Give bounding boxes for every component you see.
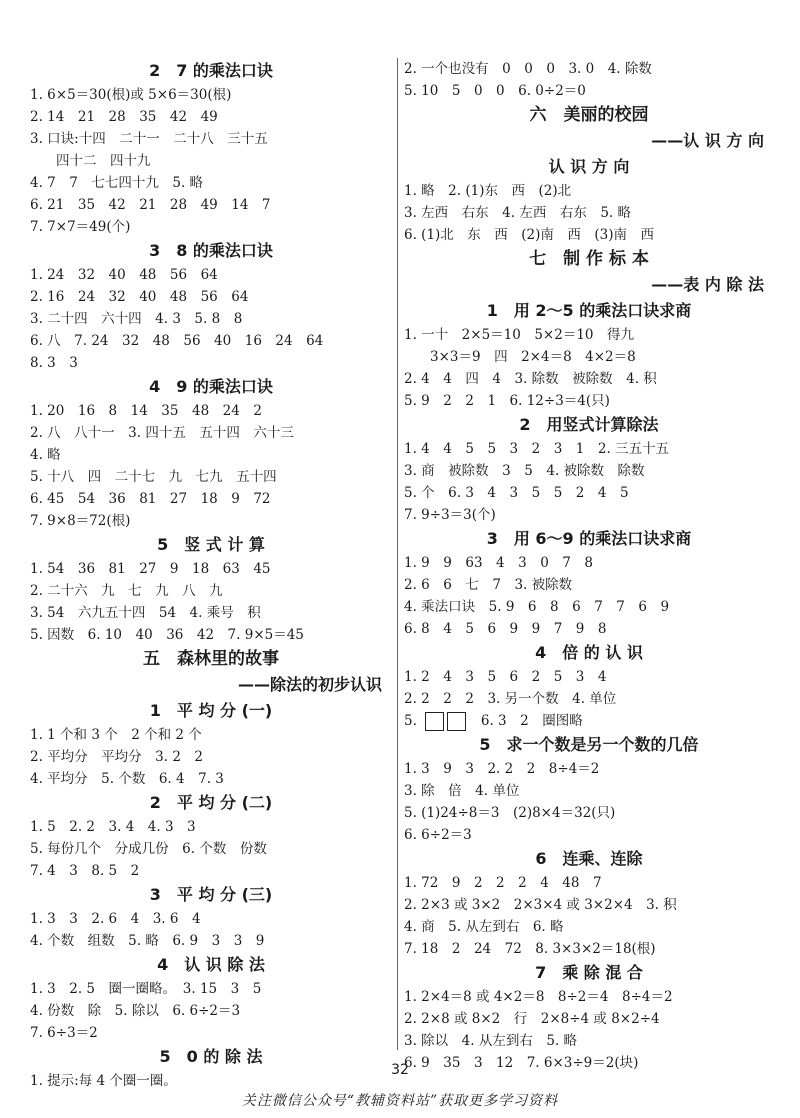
answer-line [404, 710, 774, 732]
answer-line: 5. 十八 四 二十七 九 七九 五十四 [30, 469, 277, 485]
answer-line: 5. 个 6. 3 4 3 5 5 2 4 5 [404, 485, 629, 501]
answer-line: 6. (1)北 东 西 (2)南 西 (3)南 西 [404, 227, 655, 243]
answer-line: 6. 6÷2＝3 [404, 827, 472, 843]
answer-line: 2. 2 2 2 3. 另一个数 4. 单位 [404, 691, 617, 707]
answer-line: 4. 平均分 5. 个数 6. 4 7. 3 [30, 771, 224, 787]
left-column [30, 58, 392, 1092]
answer-line: 1. 20 16 8 14 35 48 24 2 [30, 403, 262, 419]
answer-line: 6. 9 35 3 12 7. 6×3÷9＝2(块) [404, 1055, 639, 1071]
unit-title: 五 森林里的故事 [143, 649, 279, 669]
answer-line: 1. 24 32 40 48 56 64 [30, 267, 218, 283]
answer-line: 1. 3 9 3 2. 2 2 8÷4＝2 [404, 761, 600, 777]
answer-line: 1. 2×4＝8 或 4×2＝8 8÷2＝4 8÷4＝2 [404, 989, 673, 1005]
answer-line: 1. 54 36 81 27 9 18 63 45 [30, 561, 271, 577]
answer-line: 1. 2 4 3 5 6 2 5 3 4 [404, 669, 607, 685]
footer-note: 关注微信公众号“教辅资料站”获取更多学习资料 [241, 1093, 559, 1109]
answer-line: 5. (1)24÷8＝3 (2)8×4＝32(只) [404, 805, 616, 821]
section-heading: 3 平 均 分 (三) [149, 885, 273, 904]
section-heading: 1 用 2～5 的乘法口诀求商 [486, 301, 692, 320]
answer-line: 2. 一个也没有 0 0 0 3. 0 4. 除数 [404, 61, 652, 77]
section-heading: 3 8 的乘法口诀 [149, 241, 273, 260]
answer-line: 1. 5 2. 2 3. 4 4. 3 3 [30, 819, 196, 835]
answer-line: 7. 7×7＝49(个) [30, 219, 131, 235]
answer-line: 4. 略 [30, 447, 61, 463]
answer-line: 1. 4 4 5 5 3 2 3 1 2. 三五十五 [404, 441, 670, 457]
section-heading: 2 7 的乘法口诀 [149, 61, 273, 80]
answer-line: 1. 1 个和 3 个 2 个和 2 个 [30, 727, 202, 743]
unit-subtitle: ——表 内 除 法 [651, 275, 764, 294]
answer-line: 6. 21 35 42 21 28 49 14 7 [30, 197, 271, 213]
answer-line: 1. 9 9 63 4 3 0 7 8 [404, 555, 593, 571]
section-heading: 2 用竖式计算除法 [519, 415, 659, 434]
answer-line: 2. 2×8 或 8×2 行 2×8÷4 或 8×2÷4 [404, 1011, 660, 1027]
section-heading: 5 求一个数是另一个数的几倍 [479, 735, 699, 754]
unit-subtitle: ——除法的初步认识 [237, 675, 382, 694]
unit-title: 六 美丽的校园 [529, 105, 649, 125]
blank-box-icon [425, 712, 444, 731]
answer-line: 3. 二十四 六十四 4. 3 5. 8 8 [30, 311, 243, 327]
answer-line: 4. 7 7 七七四十九 5. 略 [30, 175, 204, 191]
answer-text: 6. 3 2 圈图略 [480, 713, 583, 729]
answer-line: 7. 9÷3＝3(个) [404, 507, 496, 523]
answer-line: 4. 个数 组数 5. 略 6. 9 3 3 9 [30, 933, 265, 949]
answer-line: 6. 8 4 5 6 9 9 7 9 8 [404, 621, 607, 637]
answer-line: 1. 提示:每 4 个圈一圈。 [30, 1073, 177, 1089]
section-heading: 1 平 均 分 (一) [149, 701, 273, 720]
answer-line: 3. 除以 4. 从左到右 5. 略 [404, 1033, 578, 1049]
section-heading: 5 竖 式 计 算 [157, 535, 265, 554]
answer-line: 6. 八 7. 24 32 48 56 40 16 24 64 [30, 333, 324, 349]
answer-line: 四十二 四十九 [56, 153, 151, 169]
answer-line: 5. 因数 6. 10 40 36 42 7. 9×5＝45 [30, 627, 304, 643]
section-heading: 3 用 6～9 的乘法口诀求商 [486, 529, 692, 548]
answer-line: 1. 3 3 2. 6 4 3. 6 4 [30, 911, 201, 927]
unit-subtitle: ——认 识 方 向 [651, 131, 764, 150]
answer-line: 2. 平均分 平均分 3. 2 2 [30, 749, 204, 765]
answer-line: 3×3＝9 四 2×4＝8 4×2＝8 [430, 349, 636, 365]
answer-line: 8. 3 3 [30, 355, 78, 371]
answer-line: 2. 14 21 28 35 42 49 [30, 109, 218, 125]
answer-line: 2. 6 6 七 7 3. 被除数 [404, 577, 573, 593]
answer-line: 3. 左西 右东 4. 左西 右东 5. 略 [404, 205, 632, 221]
answer-line: 1. 72 9 2 2 2 4 48 7 [404, 875, 602, 891]
answer-line: 3. 口诀:十四 二十一 二十八 三十五 [30, 131, 268, 147]
answer-line: 7. 9×8＝72(根) [30, 513, 131, 529]
answer-line: 1. 略 2. (1)东 西 (2)北 [404, 183, 572, 199]
answer-line: 5. 10 5 0 0 6. 0÷2＝0 [404, 83, 586, 99]
section-heading: 2 平 均 分 (二) [149, 793, 273, 812]
right-column [404, 58, 774, 1074]
answer-line: 2. 八 八十一 3. 四十五 五十四 六十三 [30, 425, 294, 441]
answer-line: 2. 2×3 或 3×2 2×3×4 或 3×2×4 3. 积 [404, 897, 677, 913]
blank-box-icon [447, 712, 466, 731]
answer-prefix: 5. [404, 713, 417, 729]
answer-line: 7. 6÷3＝2 [30, 1025, 98, 1041]
answer-line: 2. 二十六 九 七 九 八 九 [30, 583, 223, 599]
answer-line: 3. 商 被除数 3 5 4. 被除数 除数 [404, 463, 645, 479]
answer-line: 2. 16 24 32 40 48 56 64 [30, 289, 249, 305]
answer-line: 6. 45 54 36 81 27 18 9 72 [30, 491, 271, 507]
answer-line: 7. 18 2 24 72 8. 3×3×2＝18(根) [404, 941, 656, 957]
answer-line: 5. 每份几个 分成几份 6. 个数 份数 [30, 841, 267, 857]
answer-line: 1. 6×5＝30(根)或 5×6＝30(根) [30, 87, 232, 103]
unit-title: 七 制 作 标 本 [529, 249, 649, 269]
answer-line: 7. 4 3 8. 5 2 [30, 863, 140, 879]
section-heading: 7 乘 除 混 合 [535, 963, 643, 982]
answer-line: 2. 4 4 四 4 3. 除数 被除数 4. 积 [404, 371, 657, 387]
answer-line: 1. 一十 2×5＝10 5×2＝10 得九 [404, 327, 635, 343]
answer-line: 4. 乘法口诀 5. 9 6 8 6 7 7 6 9 [404, 599, 670, 615]
section-heading: 6 连乘、连除 [535, 849, 643, 868]
answer-line: 1. 3 2. 5 圈一圈略。 3. 15 3 5 [30, 981, 262, 997]
answer-line: 4. 商 5. 从左到右 6. 略 [404, 919, 564, 935]
answer-line: 5. 9 2 2 1 6. 12÷3＝4(只) [404, 393, 610, 409]
answer-line: 3. 除 倍 4. 单位 [404, 783, 520, 799]
page-number: 32 [391, 1062, 409, 1078]
column-divider [397, 58, 398, 1050]
section-heading: 4 9 的乘法口诀 [149, 377, 273, 396]
answer-line: 4. 份数 除 5. 除以 6. 6÷2＝3 [30, 1003, 241, 1019]
answer-line: 3. 54 六九五十四 54 4. 乘号 积 [30, 605, 261, 621]
section-heading: 5 0 的 除 法 [159, 1047, 263, 1066]
section-heading: 认 识 方 向 [548, 157, 630, 176]
section-heading: 4 认 识 除 法 [157, 955, 265, 974]
section-heading: 4 倍 的 认 识 [535, 643, 643, 662]
